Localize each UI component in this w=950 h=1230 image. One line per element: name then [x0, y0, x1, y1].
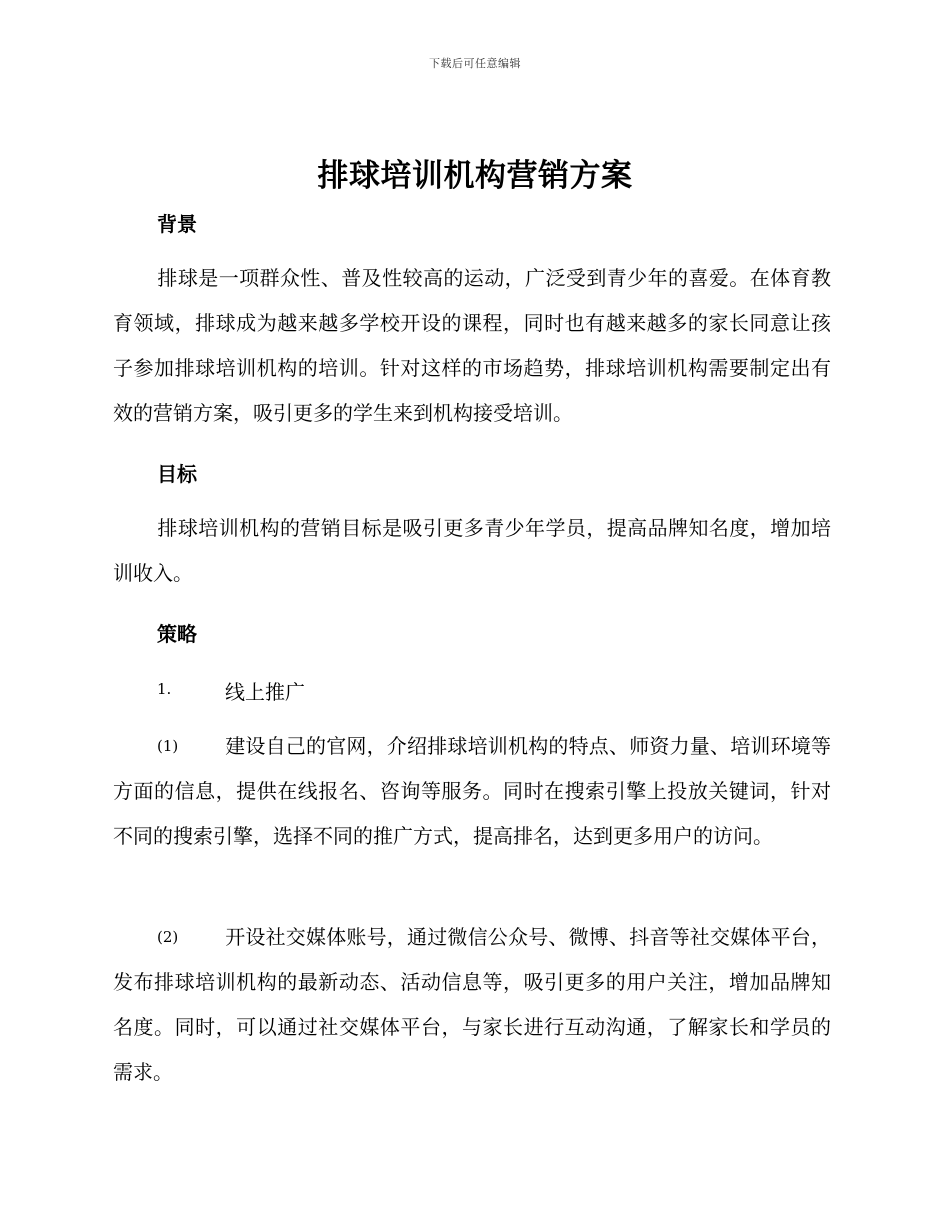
header-note: 下载后可任意编辑 — [429, 57, 521, 70]
list-item-marker: 1. — [157, 680, 172, 698]
background-text: 排球是一项群众性、普及性较高的运动，广泛受到青少年的喜爱。在体育教育领域，排球成为越来越多学校开设的课程，同时也有越来越多的家长同意让孩子参加排球培训机构的培训。针对这样的市场趋势，排球培训机构需要制定出有效的营销方案，吸引更多的学生来到机构接受培训。 — [113, 266, 831, 425]
goal-text: 排球培训机构的营销目标是吸引更多青少年学员，提高品牌知名度，增加培训收入。 — [113, 516, 831, 585]
goal-heading: 目标 — [157, 462, 197, 486]
sub-item-2-text: 开设社交媒体账号，通过微信公众号、微博、抖音等社交媒体平台，发布排球培训机构的最新动态、活动信息等，吸引更多的用户关注，增加品牌知名度。同时，可以通过社交媒体平台，与家长进行互动沟通，了解家长和学员的需求。 — [113, 925, 831, 1084]
goal-paragraph — [113, 506, 831, 596]
sub-item-2-marker: (2) — [157, 928, 179, 946]
strategy-heading: 策略 — [157, 622, 197, 646]
document-title: 排球培训机构营销方案 — [317, 158, 633, 194]
list-item-label: 线上推广 — [225, 680, 305, 704]
sub-item-1-text: 建设自己的官网，介绍排球培训机构的特点、师资力量、培训环境等方面的信息，提供在线报名、咨询等服务。同时在搜索引擎上投放关键词，针对不同的搜索引擎，选择不同的推广方式，提高排名，达到更多用户的访问。 — [113, 734, 831, 848]
sub-item-1-marker: (1) — [157, 737, 179, 755]
sub-item-1 — [113, 724, 831, 859]
background-paragraph — [113, 256, 831, 436]
sub-item-2 — [113, 915, 831, 1095]
background-heading: 背景 — [157, 212, 197, 236]
